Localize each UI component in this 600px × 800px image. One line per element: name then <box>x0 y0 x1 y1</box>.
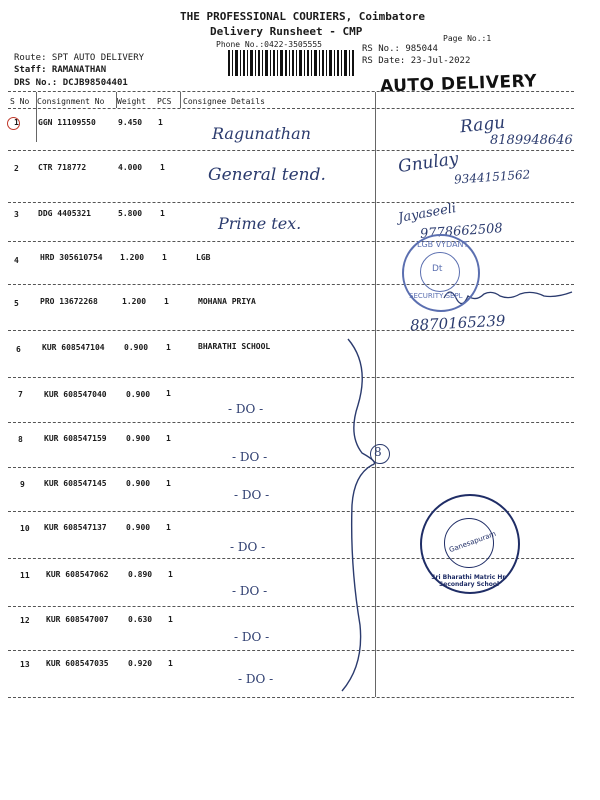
ditto-mark: - DO - <box>232 450 268 464</box>
security-stamp-top: LGB VYDANT <box>417 240 469 249</box>
ditto-mark: - DO - <box>238 672 274 686</box>
staff-label: Staff: RAMANATHAN <box>14 65 107 75</box>
row-pcs: 1 <box>166 523 171 532</box>
row-sno: 11 <box>20 571 30 580</box>
col-header-pcs: PCS <box>157 97 172 106</box>
col-header-sno: S No <box>10 97 30 106</box>
row-weight: 0.900 <box>126 390 151 399</box>
bracket-icon <box>320 335 400 695</box>
row-divider <box>8 650 574 651</box>
row-sno: 9 <box>20 480 25 489</box>
handwritten-phone-row2: 9344151562 <box>453 167 531 187</box>
row-divider <box>8 377 574 378</box>
auto-delivery-stamp: AUTO DELIVERY <box>379 71 538 97</box>
row-sno: 10 <box>20 524 30 533</box>
row-consignee: LGB <box>196 253 211 262</box>
row-sno: 8 <box>18 435 23 444</box>
row-pcs: 1 <box>166 343 171 352</box>
row-weight: 0.900 <box>126 523 151 532</box>
ditto-mark: - DO - <box>232 584 268 598</box>
row-divider <box>8 241 574 242</box>
row-sno: 3 <box>14 210 19 219</box>
row-divider <box>8 422 574 423</box>
row-pcs: 1 <box>158 118 163 127</box>
row-pcs: 1 <box>160 163 165 172</box>
col-header-weight: Weight <box>117 97 146 106</box>
ditto-mark: - DO - <box>234 630 270 644</box>
row-consignment: CTR 718772 <box>38 163 87 172</box>
row-consignment: PRO 13672268 <box>40 297 98 306</box>
signature-row1: Ragu <box>459 112 507 138</box>
company-name: THE PROFESSIONAL COURIERS, Coimbatore <box>180 10 426 23</box>
row-weight: 1.200 <box>120 253 145 262</box>
row-consignment: DDG 4405321 <box>38 209 91 218</box>
row-divider <box>8 202 574 203</box>
drs-number: DRS No.: DCJB98504401 <box>14 78 128 88</box>
column-header-divider <box>8 108 574 109</box>
phone-number: Phone No.:0422-3505555 <box>216 40 322 49</box>
barcode-icon <box>228 50 356 76</box>
row-weight: 0.900 <box>126 434 151 443</box>
handwritten-name-row1: Ragunathan <box>212 124 311 143</box>
row-sno: 5 <box>14 299 19 308</box>
security-stamp-bottom: SECURITY SEPL <box>409 292 463 300</box>
row-consignment: KUR 608547040 <box>44 390 107 399</box>
ditto-mark: - DO - <box>234 488 270 502</box>
row-sno: 12 <box>20 616 30 625</box>
row-pcs: 1 <box>166 389 171 398</box>
col-header-consignment: Consignment No <box>37 97 105 106</box>
row-weight: 4.000 <box>118 163 143 172</box>
row-weight: 0.630 <box>128 615 153 624</box>
row-pcs: 1 <box>168 570 173 579</box>
rs-number: RS No.: 985044 <box>362 44 438 54</box>
row-sno: 6 <box>16 345 21 354</box>
row-weight: 0.890 <box>128 570 153 579</box>
ditto-mark: - DO - <box>230 540 266 554</box>
row-divider <box>8 467 574 468</box>
security-stamp-center: Dt <box>432 264 443 274</box>
row-consignment: KUR 608547007 <box>46 615 109 624</box>
row-pcs: 1 <box>166 434 171 443</box>
row-consignee: MOHANA PRIYA <box>198 297 256 306</box>
row-consignment: KUR 608547137 <box>44 523 107 532</box>
row-sno: 13 <box>20 660 30 669</box>
row-pcs: 1 <box>168 659 173 668</box>
handwritten-name-row3: Prime tex. <box>218 214 302 233</box>
row-divider <box>8 606 574 607</box>
row-weight: 0.920 <box>128 659 153 668</box>
signature-row3: Jayaseeli <box>397 201 458 226</box>
row-sno: 2 <box>14 164 19 173</box>
row-divider <box>8 697 574 698</box>
route-label: Route: SPT AUTO DELIVERY <box>14 53 145 63</box>
row-pcs: 1 <box>164 297 169 306</box>
row-consignment: GGN 11109550 <box>38 118 96 127</box>
row-consignment: KUR 608547104 <box>42 343 105 352</box>
row-consignee: BHARATHI SCHOOL <box>198 342 271 351</box>
row-consignment: KUR 608547145 <box>44 479 107 488</box>
row-divider <box>8 150 574 151</box>
handwritten-phone-row5: 8870165239 <box>409 311 506 335</box>
column-line <box>180 92 181 108</box>
row-consignment: HRD 305610754 <box>40 253 103 262</box>
row-pcs: 1 <box>162 253 167 262</box>
row-weight: 1.200 <box>122 297 147 306</box>
row-sno: 7 <box>18 390 23 399</box>
handwritten-phone-row3: 9778662508 <box>419 221 504 242</box>
row-sno: 1 <box>14 118 19 127</box>
rs-date: RS Date: 23-Jul-2022 <box>362 56 471 66</box>
row-weight: 0.900 <box>124 343 149 352</box>
row-weight: 0.900 <box>126 479 151 488</box>
column-line <box>36 92 37 142</box>
row-consignment: KUR 608547062 <box>46 570 109 579</box>
header-divider <box>8 91 574 92</box>
school-stamp-center: Ganesapuram <box>448 529 498 555</box>
ditto-mark: - DO - <box>228 402 264 416</box>
row-consignment: KUR 608547159 <box>44 434 107 443</box>
row-sno: 4 <box>14 256 19 265</box>
signature-row2: Gnulay <box>396 148 460 178</box>
row-weight: 5.800 <box>118 209 143 218</box>
page-number: Page No.:1 <box>443 34 492 43</box>
handwritten-name-row2: General tend. <box>208 165 326 185</box>
row-weight: 9.450 <box>118 118 143 127</box>
runsheet-title: Delivery Runsheet - CMP <box>210 25 363 38</box>
row-pcs: 1 <box>160 209 165 218</box>
circle-mark-icon <box>7 117 20 130</box>
handwritten-phone-row1: 8189948646 <box>490 133 573 148</box>
bracket-count: 8 <box>374 445 382 459</box>
school-stamp-ring: Sri Bharathi Matric Hr. Secondary School <box>431 574 507 588</box>
row-consignment: KUR 608547035 <box>46 659 109 668</box>
row-pcs: 1 <box>166 479 171 488</box>
column-line <box>116 92 117 108</box>
col-header-consignee: Consignee Details <box>183 97 265 106</box>
row-pcs: 1 <box>168 615 173 624</box>
